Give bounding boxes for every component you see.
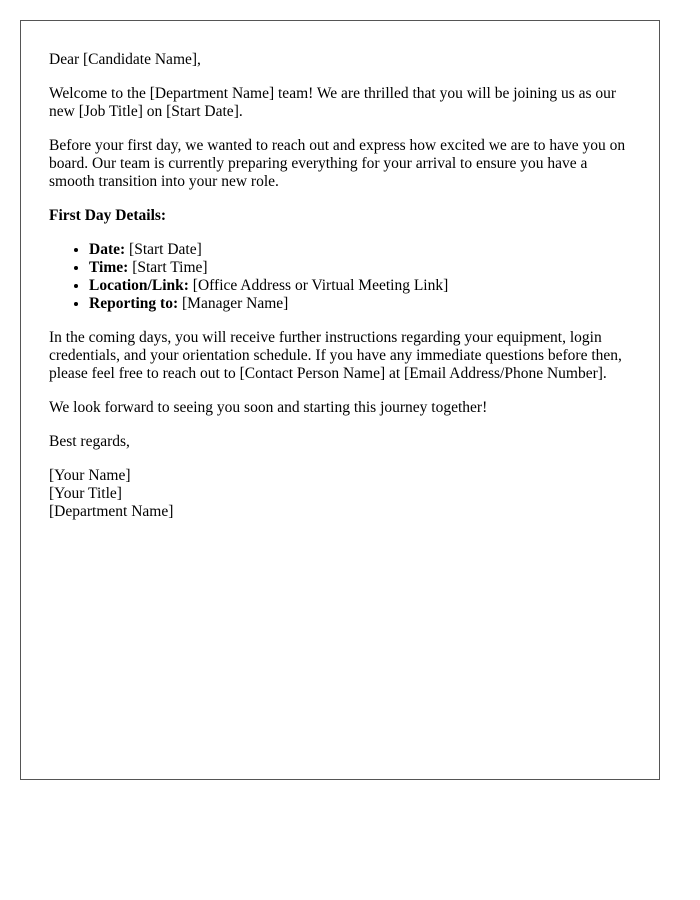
detail-label: Date: (89, 241, 126, 258)
intro-paragraph: Before your first day, we wanted to reach out and express how excited we are to have you on board. Our team is currently preparing everything for your arrival to ensure you have a smooth transition into your new role. (49, 137, 626, 190)
signature-department: [Department Name] (49, 503, 174, 520)
detail-item-location (89, 277, 631, 295)
signature-block (49, 467, 631, 521)
signature-title: [Your Title] (49, 485, 122, 502)
detail-item-date (89, 241, 631, 259)
detail-label: Reporting to: (89, 295, 179, 312)
closing-paragraph: We look forward to seeing you soon and starting this journey together! (49, 399, 488, 416)
greeting: Dear [Candidate Name], (49, 51, 201, 68)
detail-label: Time: (89, 259, 129, 276)
welcome-paragraph: Welcome to the [Department Name] team! We are thrilled that you will be joining us as our new [Job Title] on [Start Date]. (49, 85, 617, 120)
first-day-details-list (49, 241, 631, 313)
detail-item-reporting-to (89, 295, 631, 313)
first-day-details-heading: First Day Details: (49, 207, 167, 224)
sign-off: Best regards, (49, 433, 130, 450)
detail-value: [Manager Name] (178, 295, 289, 312)
detail-label: Location/Link: (89, 277, 189, 294)
letter-container (20, 20, 660, 780)
detail-item-time (89, 259, 631, 277)
detail-value: [Start Time] (128, 259, 208, 276)
instructions-paragraph: In the coming days, you will receive further instructions regarding your equipment, login credentials, and your orientation schedule. If you have any immediate questions before then, please feel free to reach out to [Contact Person Name] at [Email Address/Phone Number]. (49, 329, 622, 382)
detail-value: [Start Date] (125, 241, 202, 258)
detail-value: [Office Address or Virtual Meeting Link] (188, 277, 449, 294)
signature-name: [Your Name] (49, 467, 131, 484)
